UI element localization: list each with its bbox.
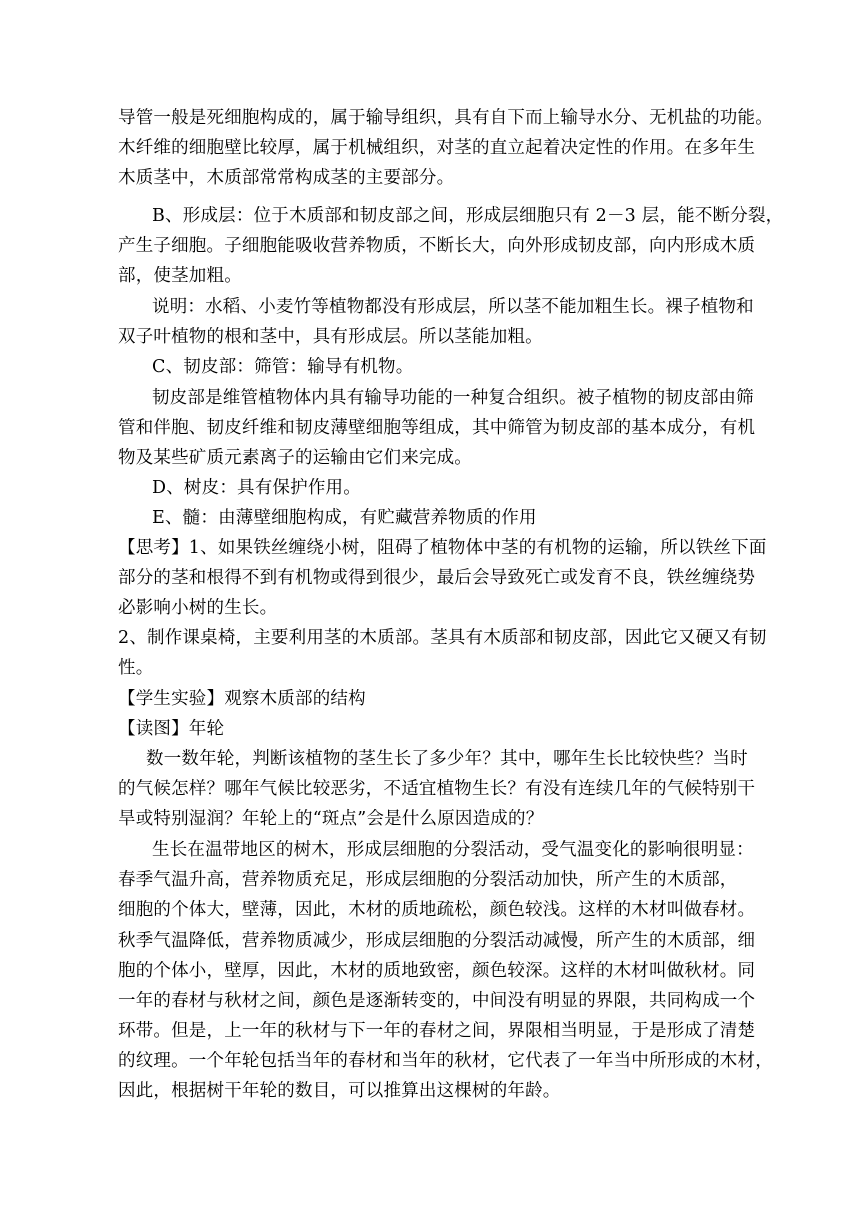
text-line: 韧皮部是维管植物体内具有输导功能的一种复合组织。被子植物的韧皮部由筛 — [152, 388, 754, 408]
text-line: E、髓：由薄壁细胞构成，有贮藏营养物质的作用 — [152, 508, 537, 528]
text-line: 部，使茎加粗。 — [118, 266, 242, 286]
text-line: 秋季气温降低，营养物质减少，形成层细胞的分裂活动减慢，所产生的木质部，细 — [118, 931, 756, 951]
text-line: 必影响小树的生长。 — [118, 598, 278, 618]
text-line: 胞的个体小，壁厚，因此，木材的质地致密，颜色较深。这样的木材叫做秋材。同 — [118, 961, 756, 981]
text-line: 【思考】1、如果铁丝缠绕小树，阻碍了植物体中茎的有机物的运输，所以铁丝下面 — [118, 538, 767, 558]
text-line: 数一数年轮，判断该植物的茎生长了多少年？其中，哪年生长比较快些？当时 — [146, 749, 748, 769]
text-line: 说明：水稻、小麦竹等植物都没有形成层，所以茎不能加粗生长。裸子植物和 — [152, 297, 754, 317]
text-line: B、形成层：位于木质部和韧皮部之间，形成层细胞只有 2－3 层，能不断分裂， — [152, 206, 784, 226]
text-line: 部分的茎和根得不到有机物或得到很少，最后会导致死亡或发育不良，铁丝缠绕势 — [118, 568, 756, 588]
text-line: 性。 — [118, 658, 154, 678]
text-line: 细胞的个体大，壁薄，因此，木材的质地疏松，颜色较浅。这样的木材叫做春材。 — [118, 900, 756, 920]
text-line: 2、制作课桌椅，主要利用茎的木质部。茎具有木质部和韧皮部，因此它又硬又有韧 — [118, 628, 767, 648]
text-line: 木质茎中，木质部常常构成茎的主要部分。 — [118, 168, 455, 188]
text-line: 导管一般是死细胞构成的，属于输导组织，具有自下而上输导水分、无机盐的功能。 — [118, 108, 773, 128]
text-line: 管和伴胞、韧皮纤维和韧皮薄壁细胞等组成，其中筛管为韧皮部的基本成分，有机 — [118, 418, 756, 438]
text-line: 一年的春材与秋材之间，颜色是逐渐转变的，中间没有明显的界限，共同构成一个 — [118, 991, 756, 1011]
text-line: D、树皮：具有保护作用。 — [152, 478, 361, 498]
text-line: 双子叶植物的根和茎中，具有形成层。所以茎能加粗。 — [118, 327, 543, 347]
text-line: 木纤维的细胞壁比较厚，属于机械组织，对茎的直立起着决定性的作用。在多年生 — [118, 138, 756, 158]
text-line: 生长在温带地区的树木，形成层细胞的分裂活动，受气温变化的影响很明显： — [152, 840, 754, 860]
text-line: 春季气温升高，营养物质充足，形成层细胞的分裂活动加快，所产生的木质部， — [118, 870, 738, 890]
text-line: 【学生实验】观察木质部的结构 — [118, 689, 366, 709]
text-line: 的气候怎样？哪年气候比较恶劣，不适宜植物生长？有没有连续几年的气候特别干 — [118, 779, 756, 799]
text-line: 产生子细胞。子细胞能吸收营养物质，不断长大，向外形成韧皮部，向内形成木质 — [118, 236, 756, 256]
text-line: C、韧皮部：筛管：输导有机物。 — [152, 357, 414, 377]
text-line: 物及某些矿质元素离子的运输由它们来完成。 — [118, 448, 472, 468]
text-line: 的纹理。一个年轮包括当年的春材和当年的秋材，它代表了一年当中所形成的木材， — [118, 1051, 773, 1071]
text-line: 旱或特别湿润？年轮上的“斑点”会是什么原因造成的？ — [118, 809, 544, 829]
text-line: 【读图】年轮 — [118, 719, 225, 739]
text-line: 环带。但是，上一年的秋材与下一年的春材之间，界限相当明显，于是形成了清楚 — [118, 1021, 756, 1041]
text-line: 因此，根据树干年轮的数目，可以推算出这棵树的年龄。 — [118, 1081, 561, 1101]
